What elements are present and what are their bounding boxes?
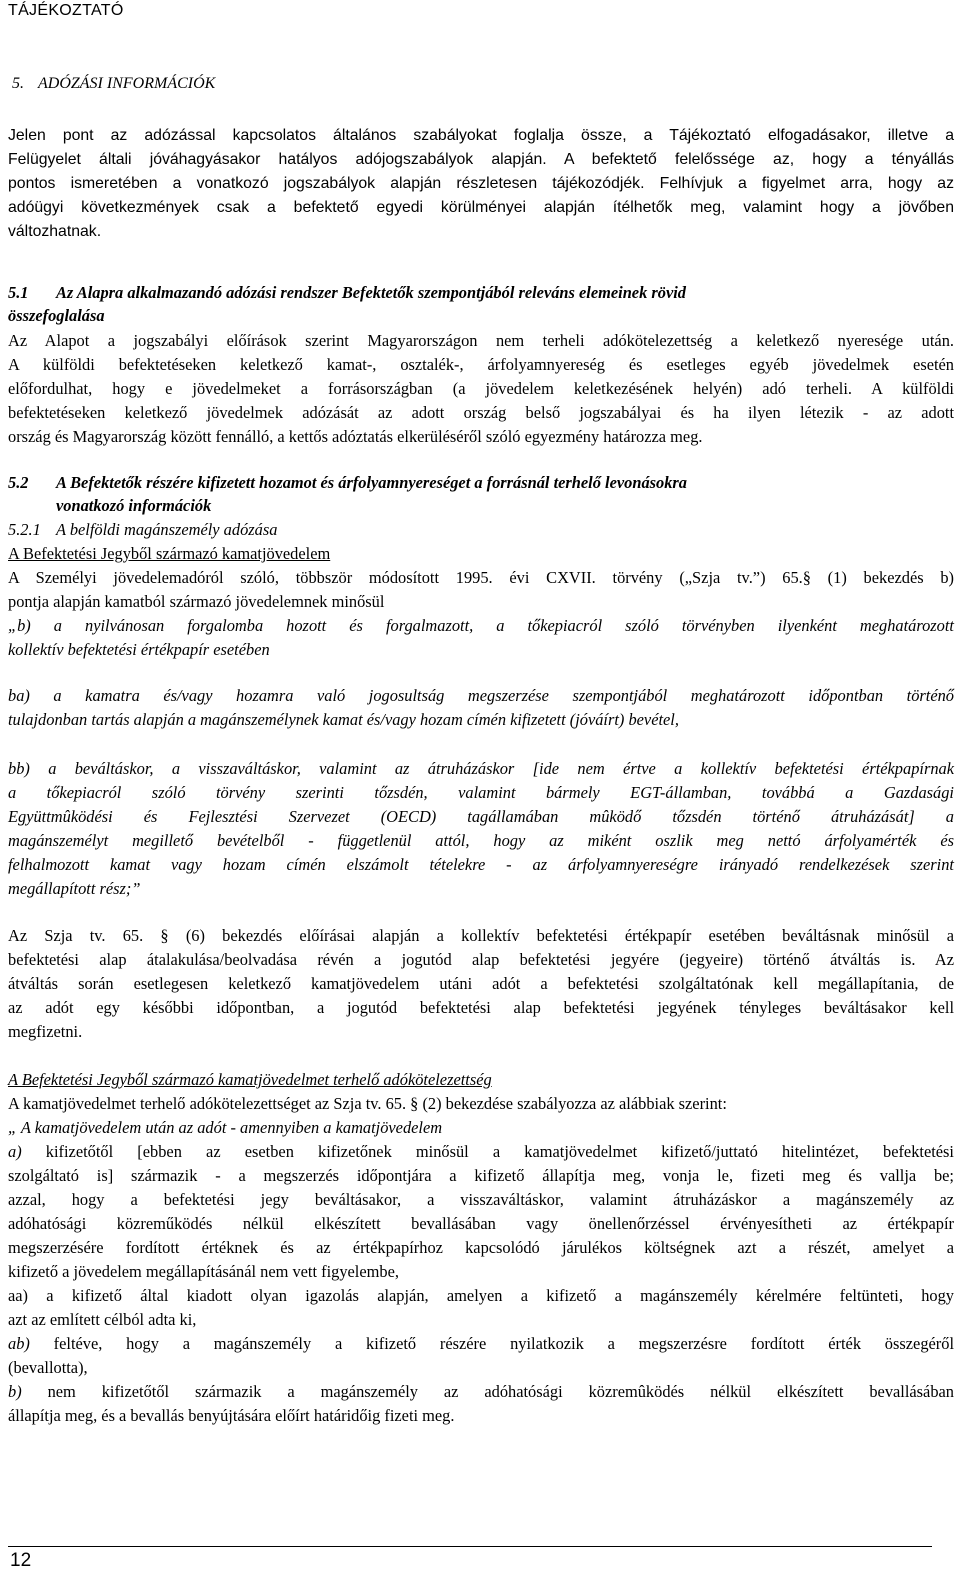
quote-intro: „ A kamatjövedelem után az adót - amennyiben a kamatjövedelem — [8, 1118, 443, 1137]
quote-line: megállapított rész;” — [8, 879, 141, 898]
section-title: ADÓZÁSI INFORMÁCIÓK — [38, 75, 216, 92]
item-text: nem kifizetőtől származik a magánszemély az adóhatósági közremûködés nélkül elkészített bevallásában — [21, 1382, 954, 1401]
subsection-5-2-heading — [8, 471, 954, 517]
document-header: TÁJÉKOZTATÓ — [8, 2, 124, 19]
quote-line: felhalmozott kamat vagy hozam címén elszámolt tételekre - az árfolyamnyereségre irányadó rendelkezések szerint — [8, 855, 954, 874]
text-line: Felügyelet általi jóváhagyásakor hatályos adójogszabályok alapján. A befektető felelőssége az, hogy a tényállás — [8, 151, 954, 168]
text-line: az adót egy későbbi időpontban, a jogutód befektetési alap befektetési jegyének tényleges beváltásakor kell — [8, 998, 954, 1017]
text-line: pontja alapján kamatból származó jövedelemnek minősül — [8, 592, 385, 611]
subsubsection-title: A belföldi magánszemély adózása — [56, 520, 278, 539]
subsection-5-2-1 — [8, 518, 954, 662]
text-line: állapítja meg, és a bevallás benyújtására előírt határidőig fizeti meg. — [8, 1406, 455, 1425]
text-line: (bevallotta), — [8, 1358, 88, 1377]
subsection-title-cont: összefoglalása — [8, 306, 105, 325]
quote-line: tulajdonban tartás alapján a magánszemélynek kamat és/vagy hozam címén kifizetett (jóváírt) bevétel, — [8, 710, 679, 729]
text-line: változhatnak. — [8, 223, 102, 240]
page-number: 12 — [10, 1550, 32, 1571]
text-line: pontos ismeretében a vonatkozó jogszabályok alapján részletesen tájékozódjék. Felhívjuk a figyelmet arra, hogy az — [8, 175, 954, 192]
intro-paragraph — [8, 124, 954, 244]
text-line: Az Alapot a jogszabályi előírások szerint Magyarországon nem terheli adókötelezettség a keletkező nyeresége után. — [8, 331, 954, 350]
text-line: megszerzésére fordított értéknek és az értékpapírhoz kapcsolódó járulékos költségnek azt a részét, amelyet a — [8, 1238, 954, 1257]
subsection-title: A Befektetők részére kifizetett hozamot és árfolyamnyereséget a forrásnál terhelő levonásokra — [56, 473, 687, 492]
quote-line: kollektív befektetési értékpapír esetében — [8, 640, 270, 659]
text-line: A kamatjövedelmet terhelő adókötelezettséget az Szja tv. 65. § (2) bekezdése szabályozza az alábbiak szerint: — [8, 1094, 727, 1113]
quote-line: bb) a beváltáskor, a visszaváltáskor, valamint az átruházáskor [ide nem értve a kollektív befektetési értékpapírnak — [8, 759, 954, 778]
underlined-heading: A Befektetési Jegyből származó kamatjövedelem — [8, 544, 331, 563]
item-text: kifizetőtől [ebben az esetben kifizetőnek minősül a kamatjövedelmet kifizető/juttató hitelintézet, befektetési — [21, 1142, 954, 1161]
text-line: adóhatósági közreműködés nélkül elkészített bevallásában vagy önellenőrzéssel érvényesítheti az értékpapír — [8, 1214, 954, 1233]
quote-line: „b) a nyilvánosan forgalomba hozott és forgalmazott, a tőkepiacról szóló törvényben ilyenként meghatározott — [8, 616, 954, 635]
text-line: adóügyi következmények csak a befektető egyedi körülményei alapján ítélhetők meg, valamint hogy a jövőben — [8, 199, 954, 216]
quote-line: Együttmûködési és Fejlesztési Szervezet (OECD) tagállamában mûködő tőzsdén történő átruházását] a — [8, 807, 954, 826]
quote-bb — [8, 757, 954, 901]
text-line: befektetéseken keletkező jövedelmek adózását az adott ország belső jogszabályai és ha ilyen létezik - az adott — [8, 403, 954, 422]
tax-obligation-section — [8, 1068, 954, 1428]
underlined-heading: A Befektetési Jegyből származó kamatjövedelmet terhelő adókötelezettség — [8, 1070, 492, 1089]
text-line: azzal, hogy a befektetési jegy beváltásakor, a visszaváltáskor, valamint átruházáskor a magánszemély az — [8, 1190, 954, 1209]
text-line: befektetési alap átalakulása/beolvadása révén a jogutód alap befektetési jegyére (jegyeire) történő átváltás is. Az — [8, 950, 954, 969]
text-line: megfizetni. — [8, 1022, 83, 1041]
quote-line: a tőkepiacról szóló törvény szerinti tőzsdén, valamint bármely EGT-államban, továbbá a Gazdasági — [8, 783, 954, 802]
footer-rule — [8, 1546, 932, 1547]
subsubsection-number: 5.2.1 — [8, 520, 41, 539]
section-heading — [12, 75, 215, 93]
text-line: A külföldi befektetéseken keletkező kamat-, osztalék-, árfolyamnyereség és esetleges egyéb jövedelmek esetén — [8, 355, 954, 374]
quote-line: ba) a kamatra és/vagy hozamra való jogosultság megszerzése szempontjából meghatározott időpontban történő — [8, 686, 954, 705]
quote-line: magánszemélyt megillető bevételből - függetlenül attól, hogy az miként oszlik meg nettó árfolyamérték és — [8, 831, 954, 850]
text-line — [8, 1332, 954, 1356]
text-line: Jelen pont az adózással kapcsolatos általános szabályokat foglalja össze, a Tájékoztató elfogadásakor, illetve a — [8, 127, 954, 144]
item-marker: b) — [8, 1382, 22, 1401]
text-line — [8, 1380, 954, 1404]
text-line: aa) a kifizető által kiadott olyan igazolás alapján, amelyen a kifizető a magánszemély kérelmére feltünteti, hogy — [8, 1286, 954, 1305]
text-line: Az Szja tv. 65. § (6) bekezdés előírásai alapján a kollektív befektetési értékpapír esetében beváltásnak minősül a — [8, 926, 954, 945]
item-marker: a) — [8, 1142, 22, 1161]
subsubsection-heading — [8, 518, 954, 542]
quote-ba — [8, 684, 954, 732]
text-line: szolgáltató is] származik - a megszerzés időpontjára a kifizető állapítja meg, vonja le, fizeti meg és vallja be; — [8, 1166, 954, 1185]
text-line: előfordulhat, hogy e jövedelmeket a forrásországban (a jövedelem keletkezésének helyén) adó terheli. A külföldi — [8, 379, 954, 398]
text-line: kifizető a jövedelem megállapításánál nem vett figyelembe, — [8, 1262, 399, 1281]
item-marker: ab) — [8, 1334, 30, 1353]
text-line: átváltás során esetlegesen keletkező kamatjövedelem utáni adót a befektetési szolgáltatónak kell megállapítania, de — [8, 974, 954, 993]
section-number: 5. — [12, 75, 24, 92]
text-line: ország és Magyarország között fennálló, a kettős adóztatás elkerüléséről szóló egyezmény határozza meg. — [8, 427, 703, 446]
text-line — [8, 1140, 954, 1164]
paragraph-65-6 — [8, 924, 954, 1044]
subsection-title-cont: vonatkozó információk — [56, 496, 212, 515]
text-line: A Személyi jövedelemadóról szóló, többször módosított 1995. évi CXVII. törvény („Szja tv.”) 65.§ (1) bekezdés b) — [8, 568, 954, 587]
subsection-title: Az Alapra alkalmazandó adózási rendszer Befektetők szempontjából releváns elemeinek rövid — [56, 283, 686, 302]
subsection-5-1-body — [8, 329, 954, 449]
text-line: azt az említett célból adta ki, — [8, 1310, 197, 1329]
item-text: feltéve, hogy a magánszemély a kifizető részére nyilatkozik a megszerzésre fordított érték összegéről — [29, 1334, 954, 1353]
subsection-number: 5.2 — [8, 473, 29, 492]
subsection-number: 5.1 — [8, 283, 29, 302]
subsection-5-1-heading — [8, 281, 954, 327]
